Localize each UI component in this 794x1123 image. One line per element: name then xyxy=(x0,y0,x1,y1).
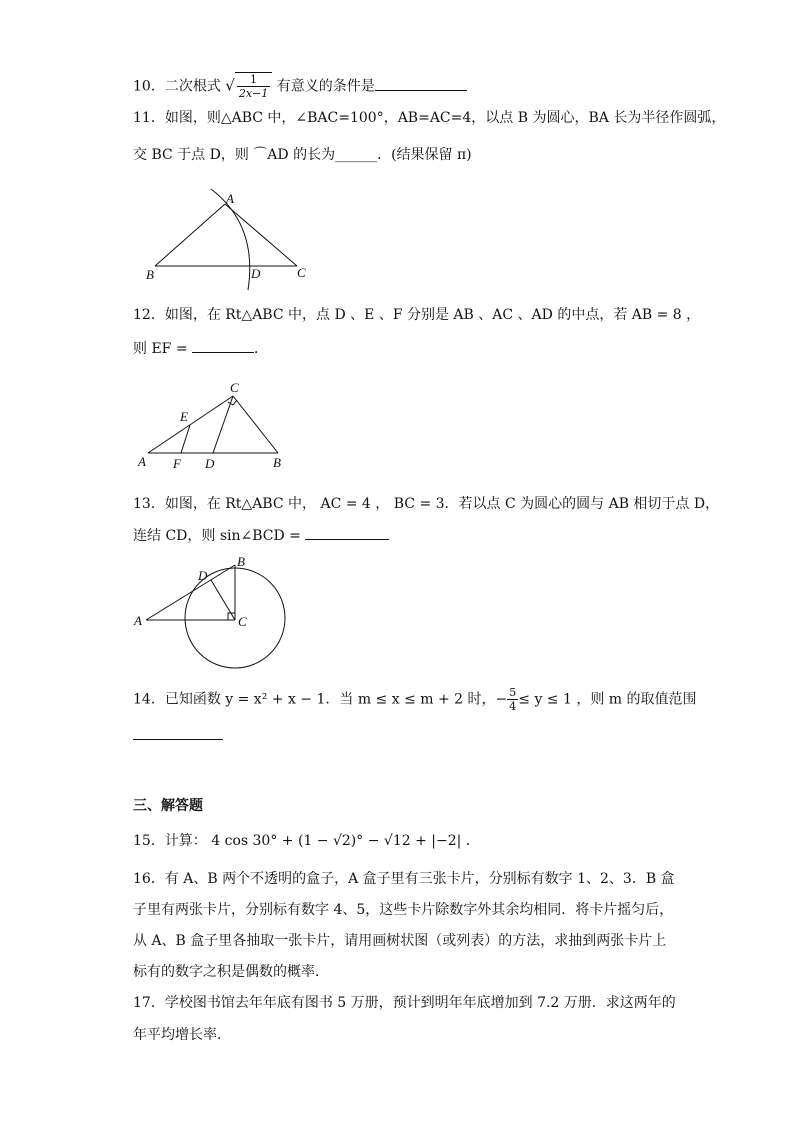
section-title: 三、解答题 xyxy=(133,798,203,814)
question-15: 15．计算： 4 cos 30° + (1 − √2)° − √12 + |−2| ． xyxy=(133,833,480,849)
label-C: C xyxy=(238,614,247,629)
label-A: A xyxy=(226,191,234,206)
question-12-line2: 则 EF = ． xyxy=(133,338,268,359)
label-C: C xyxy=(230,380,239,395)
question-10: 10．二次根式 √ $\frac{1}{2x-1}$ 有意义的条件是 xyxy=(133,72,467,100)
question-13-line2: 连结 CD，则 sin∠BCD = xyxy=(133,525,389,546)
question-12-line1: 12．如图，在 Rt△ABC 中，点 D 、E 、F 分别是 AB 、AC 、AD 的中点，若 AB = 8 ， xyxy=(133,307,701,323)
question-14: 14．已知函数 y = x² + x − 1．当 m ≤ x ≤ m + 2 时，− $\frac{5}{4}$ ≤ y ≤ 1 ，则 m 的取值范围 xyxy=(133,686,697,713)
question-16-line4: 标有的数字之积是偶数的概率． xyxy=(133,964,329,980)
label-B: B xyxy=(237,554,245,569)
label-E: E xyxy=(180,409,188,424)
answer-blank[interactable] xyxy=(133,725,223,740)
question-16-line3: 从 A、B 盒子里各抽取一张卡片，请用画树状图（或列表）的方法，求抽到两张卡片上 xyxy=(133,933,667,949)
question-17-line1: 17．学校图书馆去年年底有图书 5 万册，预计到明年年底增加到 7.2 万册．求这两年的 xyxy=(133,995,676,1011)
question-11-line1: 11．如图，则△ABC 中，∠BAC=100°，AB=AC=4，以点 B 为圆心，BA 长为半径作圆弧， xyxy=(133,110,726,126)
fraction: $\frac{5}{4}$ xyxy=(509,686,517,713)
label-B: B xyxy=(273,455,281,470)
question-16-line2: 子里有两张卡片，分别标有数字 4、5，这些卡片除数字外其余均相同．将卡片摇匀后， xyxy=(133,902,674,918)
fraction: $\frac{1}{2x-1}$ xyxy=(238,73,269,100)
question-16-line1: 16．有 A、B 两个不透明的盒子，A 盒子里有三张卡片，分别标有数字 1、2、3．B 盒 xyxy=(133,871,675,887)
label-A: A xyxy=(138,454,146,469)
question-13-line1: 13．如图，在 Rt△ABC 中， AC = 4 ， BC = 3．若以点 C 为圆心的圆与 AB 相切于点 D， xyxy=(133,496,720,512)
label-B: B xyxy=(146,267,154,282)
label-C: C xyxy=(297,265,306,280)
label-D: D xyxy=(251,266,261,281)
label-D: D xyxy=(205,456,215,471)
question-17-line2: 年平均增长率． xyxy=(133,1027,231,1043)
label-F: F xyxy=(173,456,181,471)
label-D: D xyxy=(198,568,208,583)
label-A: A xyxy=(134,613,142,628)
question-11-line2: 交 BC 于点 D，则 ⌒AD 的长为______．(结果保留 π) xyxy=(133,147,472,163)
